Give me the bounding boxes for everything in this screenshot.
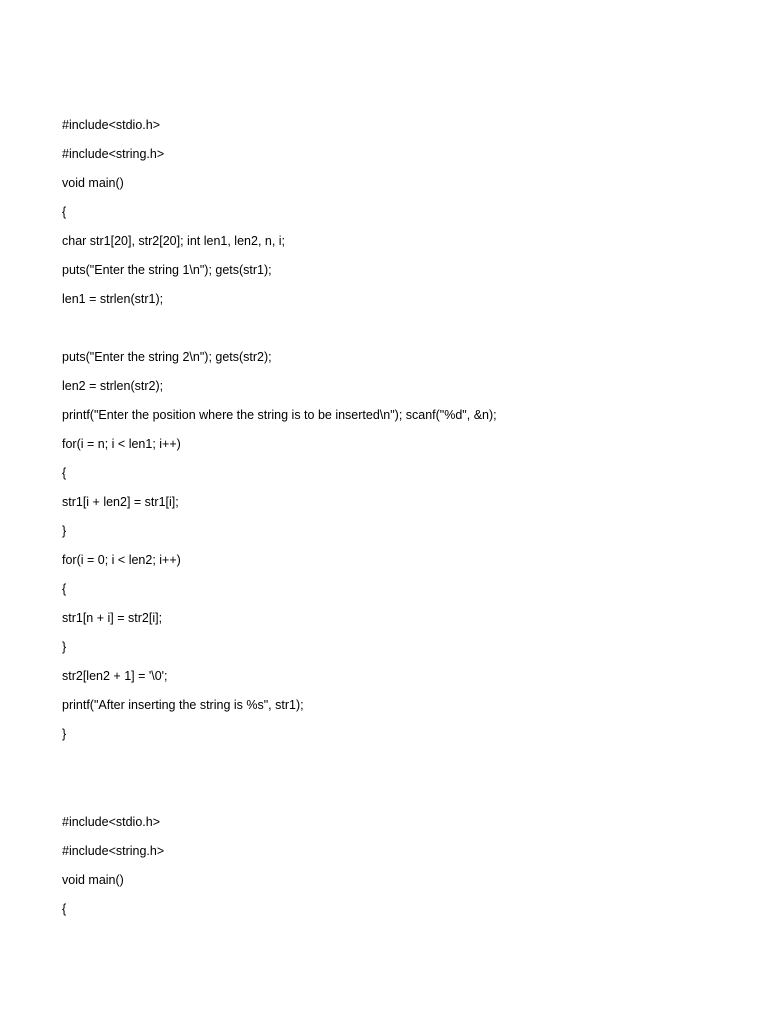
code-line: puts("Enter the string 2\n"); gets(str2); [62,350,272,364]
code-line: } [62,524,67,538]
code-line: } [62,727,67,741]
code-line: { [62,902,67,916]
code-line: str1[i + len2] = str1[i]; [62,495,179,509]
code-line: void main() [62,873,124,887]
code-line: #include<string.h> [62,844,165,858]
code-line: { [62,205,67,219]
code-line: #include<string.h> [62,147,165,161]
code-line: printf("After inserting the string is %s", str1); [62,698,304,712]
code-block-2 [62,813,164,929]
code-line: printf("Enter the position where the string is to be inserted\n"); scanf("%d", &n); [62,408,497,422]
blank-line [62,319,497,348]
code-line: puts("Enter the string 1\n"); gets(str1); [62,263,272,277]
code-line: } [62,640,67,654]
code-line: str2[len2 + 1] = '\0'; [62,669,168,683]
code-line: for(i = 0; i < len2; i++) [62,553,181,567]
code-line: char str1[20], str2[20]; int len1, len2, n, i; [62,234,286,248]
code-line: len2 = strlen(str2); [62,379,164,393]
code-line: void main() [62,176,124,190]
code-line: { [62,582,67,596]
code-line: str1[n + i] = str2[i]; [62,611,163,625]
code-line: #include<stdio.h> [62,118,160,132]
code-line: { [62,466,67,480]
code-line: for(i = n; i < len1; i++) [62,437,181,451]
code-line: len1 = strlen(str1); [62,292,164,306]
code-block-1 [62,116,497,754]
code-line: #include<stdio.h> [62,815,160,829]
